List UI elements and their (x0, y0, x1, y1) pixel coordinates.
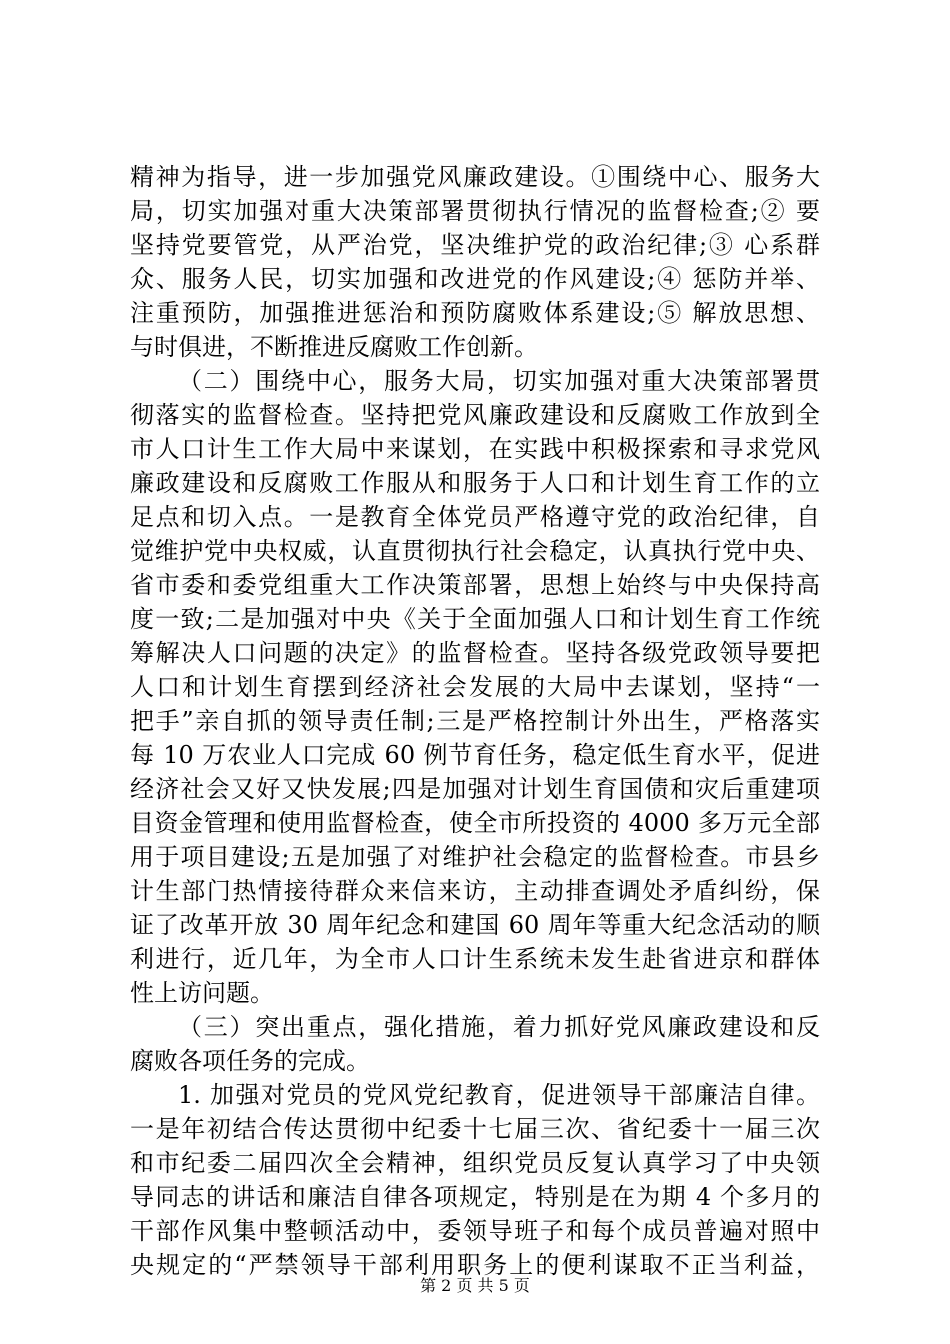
text-line: 精神为指导，进一步加强党风廉政建设。①围绕中心、服务大 (130, 163, 820, 191)
page-footer: 第 2 页 共 5 页 (420, 1276, 530, 1295)
text-line: 1. 加强对党员的党风党纪教育，促进领导干部廉洁自律。 (178, 1081, 820, 1109)
text-line: （二）围绕中心，服务大局，切实加强对重大决策部署贯 (178, 367, 820, 395)
text-line: 省市委和委党组重大工作决策部署，思想上始终与中央保持高 (130, 571, 820, 599)
text-line: 足点和切入点。一是教育全体党员严格遵守党的政治纪律，自 (130, 503, 820, 531)
text-line: 与时俱进，不断推进反腐败工作创新。 (130, 333, 538, 361)
text-line: 注重预防，加强推进惩治和预防腐败体系建设;⑤ 解放思想、 (130, 299, 820, 327)
text-line: 度一致;二是加强对中央《关于全面加强人口和计划生育工作统 (130, 605, 820, 633)
text-line: 把手”亲自抓的领导责任制;三是严格控制计外出生，严格落实 (130, 707, 820, 735)
body-text (130, 160, 820, 1282)
text-line: 市人口计生工作大局中来谋划，在实践中积极探索和寻求党风 (130, 435, 820, 463)
text-line: 证了改革开放 30 周年纪念和建国 60 周年等重大纪念活动的顺 (130, 911, 820, 939)
text-line: 性上访问题。 (130, 979, 274, 1007)
text-line: 利进行，近几年，为全市人口计生系统未发生赴省进京和群体 (130, 945, 820, 973)
text-line: （三）突出重点，强化措施，着力抓好党风廉政建设和反 (178, 1013, 820, 1041)
text-line: 用于项目建设;五是加强了对维护社会稳定的监督检查。市县乡 (130, 843, 820, 871)
text-line: 央规定的“严禁领导干部利用职务上的便利谋取不正当利益， (130, 1251, 820, 1279)
text-line: 局，切实加强对重大决策部署贯彻执行情况的监督检查;② 要 (130, 197, 820, 225)
text-line: 腐败各项任务的完成。 (130, 1047, 370, 1075)
text-line: 一是年初结合传达贯彻中纪委十七届三次、省纪委十一届三次 (130, 1115, 820, 1143)
text-line: 众、服务人民，切实加强和改进党的作风建设;④ 惩防并举、 (130, 265, 820, 293)
text-line: 每 10 万农业人口完成 60 例节育任务，稳定低生育水平，促进 (130, 741, 820, 769)
text-line: 计生部门热情接待群众来信来访，主动排查调处矛盾纠纷，保 (130, 877, 820, 905)
text-line: 目资金管理和使用监督检查，使全市所投资的 4000 多万元全部 (130, 809, 820, 837)
text-line: 觉维护党中央权威，认直贯彻执行社会稳定，认真执行党中央、 (130, 537, 820, 565)
text-line: 和市纪委二届四次全会精神，组织党员反复认真学习了中央领 (130, 1149, 820, 1177)
text-line: 干部作风集中整顿活动中，委领导班子和每个成员普遍对照中 (130, 1217, 820, 1245)
text-line: 坚持党要管党，从严治党，坚决维护党的政治纪律;③ 心系群 (130, 231, 820, 259)
text-line: 导同志的讲话和廉洁自律各项规定，特别是在为期 4 个多月的 (130, 1183, 820, 1211)
text-line: 经济社会又好又快发展;四是加强对计划生育国债和灾后重建项 (130, 775, 820, 803)
text-line: 廉政建设和反腐败工作服从和服务于人口和计划生育工作的立 (130, 469, 820, 497)
text-line: 彻落实的监督检查。坚持把党风廉政建设和反腐败工作放到全 (130, 401, 820, 429)
text-line: 人口和计划生育摆到经济社会发展的大局中去谋划，坚持“一 (130, 673, 820, 701)
text-line: 筹解决人口问题的决定》的监督检查。坚持各级党政领导要把 (130, 639, 820, 667)
